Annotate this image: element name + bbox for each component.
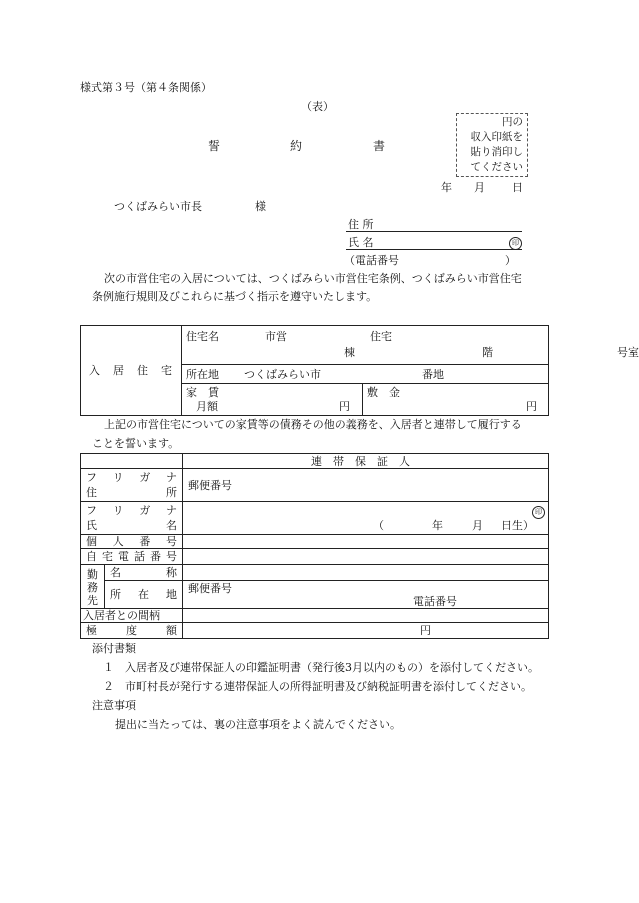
applicant-name-label: 氏 名 — [348, 236, 374, 249]
intro-line-1: 次の市営住宅の入居については、つくばみらい市営住宅条例、つくばみらい市営住宅 — [104, 272, 522, 285]
housing-floor: 階 — [482, 346, 493, 359]
birth-day: 日生） — [501, 519, 534, 532]
form-number: 様式第３号（第４条関係） — [80, 81, 212, 94]
stamp-line-4: てください — [470, 161, 523, 173]
workplace-char-1: 勤 — [87, 568, 98, 581]
date-month: 月 — [474, 181, 485, 194]
workplace-char-2: 務 — [87, 581, 98, 594]
guarantee-line-2: ことを誓います。 — [92, 437, 180, 450]
relation-label: 入居者との間柄 — [83, 609, 160, 622]
guarantor-postal-label: 郵便番号 — [188, 479, 232, 492]
guarantor-header-cell — [183, 454, 549, 469]
work-location-cell[interactable] — [183, 581, 549, 609]
work-location-label-cell — [105, 581, 183, 609]
furigana-label-2: フ リ ガ ナ — [86, 504, 177, 517]
guarantor-name-label: 氏 名 — [86, 519, 177, 532]
attachment-item-2: ２ 市町村長が発行する連帯保証人の所得証明書及び納税証明書を添付してください。 — [103, 680, 532, 693]
housing-name-cell[interactable] — [182, 326, 639, 365]
stamp-line-3: 貼り消印し — [470, 146, 523, 158]
revenue-stamp-box — [456, 113, 528, 177]
title-char-2: 約 — [290, 139, 303, 153]
housing-location-cell[interactable] — [182, 365, 549, 384]
guarantor-name-cell[interactable] — [183, 502, 549, 535]
housing-room: 号室 — [617, 346, 639, 359]
guarantor-address-cell[interactable] — [183, 469, 549, 502]
furigana-address-label-cell — [81, 469, 183, 502]
birth-open: （ — [373, 519, 384, 532]
housing-banchi: 番地 — [422, 368, 444, 381]
home-phone-label: 自 宅 電 話 番 号 — [86, 550, 177, 563]
workplace-label-cell — [81, 565, 105, 609]
guarantee-line-1: 上記の市営住宅についての家賃等の債務その他の義務を、入居者と連帯して履行する — [104, 418, 522, 431]
guarantor-header: 連 帯 保 証 人 — [311, 455, 410, 468]
home-phone-label-cell — [81, 549, 183, 565]
work-name-label-cell — [105, 565, 183, 581]
individual-number-label: 個 人 番 号 — [86, 535, 177, 548]
housing-rent-label: 家 賃 — [186, 386, 219, 399]
attachment-item-1: １ 入居者及び連帯保証人の印鑑証明書（発行後3月以内のもの）を添付してください。 — [103, 661, 539, 674]
work-name-cell[interactable] — [183, 565, 549, 581]
housing-monthly-label: 月額 — [196, 400, 218, 413]
work-phone-label: 電話番号 — [413, 595, 457, 608]
housing-municipal: 市営 — [265, 330, 287, 343]
housing-deposit-label: 敷 金 — [367, 386, 400, 399]
limit-unit: 円 — [420, 624, 431, 637]
intro-line-2: 条例施行規則及びこれらに基づく指示を遵守いたします。 — [92, 290, 378, 303]
date-year: 年 — [441, 181, 452, 194]
housing-deposit-yen: 円 — [526, 400, 537, 413]
housing-rent-yen: 円 — [339, 400, 350, 413]
work-location-label: 所 在 地 — [110, 588, 177, 601]
birth-year: 年 — [432, 519, 443, 532]
housing-building: 棟 — [344, 346, 355, 359]
housing-header: 入 居 住 宅 — [89, 364, 173, 377]
work-postal-label: 郵便番号 — [188, 582, 232, 595]
limit-label-cell — [81, 623, 183, 639]
notes-heading: 注意事項 — [92, 699, 136, 712]
workplace-char-3: 先 — [87, 594, 98, 607]
housing-city: つくばみらい市 — [244, 368, 321, 381]
relation-cell[interactable] — [183, 609, 549, 623]
individual-number-label-cell — [81, 535, 183, 549]
housing-header-cell — [81, 326, 182, 416]
stamp-line-1: 円の — [502, 116, 523, 128]
home-phone-cell[interactable] — [183, 549, 549, 565]
housing-table — [80, 325, 639, 416]
relation-label-cell — [81, 609, 183, 623]
guarantor-address-label: 住 所 — [86, 486, 177, 499]
limit-cell[interactable] — [183, 623, 549, 639]
guarantor-table — [80, 453, 549, 639]
title-char-3: 書 — [373, 139, 386, 153]
limit-label: 極 度 額 — [86, 624, 177, 637]
applicant-name-line[interactable] — [346, 249, 522, 250]
housing-housing: 住宅 — [370, 330, 392, 343]
work-name-label: 名 称 — [110, 566, 177, 579]
notes-text: 提出に当たっては、裏の注意事項をよく読んでください。 — [115, 718, 401, 731]
housing-name-label: 住宅名 — [186, 330, 219, 343]
attachments-heading: 添付書類 — [92, 642, 136, 655]
furigana-label-1: フ リ ガ ナ — [86, 471, 177, 484]
applicant-address-label: 住 所 — [348, 218, 374, 231]
birth-month: 月 — [472, 519, 483, 532]
stamp-line-2: 収入印紙を — [470, 131, 523, 143]
applicant-phone-label: （電話番号 — [344, 254, 399, 267]
furigana-name-label-cell — [81, 502, 183, 535]
housing-location-label: 所在地 — [186, 368, 219, 381]
applicant-phone-close: ） — [505, 254, 516, 267]
housing-rent-cell[interactable] — [182, 384, 363, 416]
addressee-honorific: 様 — [255, 200, 266, 213]
guarantor-seal-icon: 印 — [532, 506, 545, 519]
addressee-name: つくばみらい市長 — [114, 200, 202, 213]
individual-number-cell[interactable] — [183, 535, 549, 549]
guarantor-header-blank — [81, 454, 183, 469]
seal-icon: 印 — [509, 237, 522, 250]
applicant-address-line[interactable] — [346, 231, 522, 232]
housing-deposit-cell[interactable] — [363, 384, 549, 416]
date-day: 日 — [512, 181, 523, 194]
title-char-1: 誓 — [208, 139, 221, 153]
side-label: （表） — [301, 100, 334, 113]
